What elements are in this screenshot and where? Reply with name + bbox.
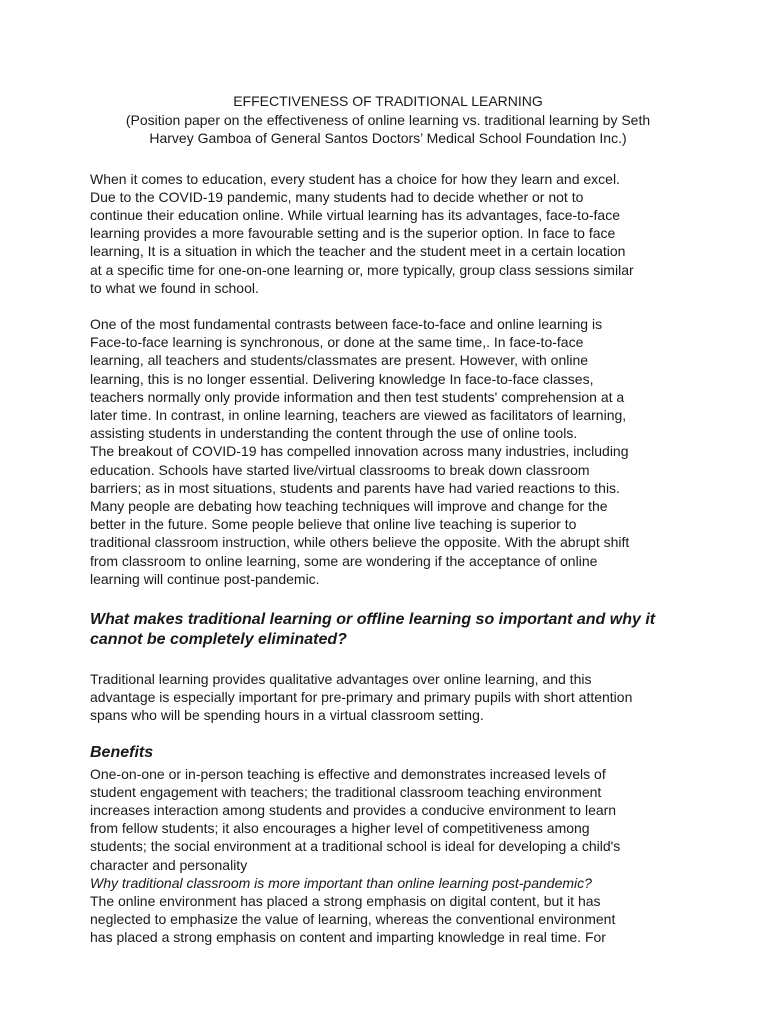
section-heading-importance: What makes traditional learning or offline learning so important and why it cannot be completely eliminated? [90, 610, 656, 648]
document-subtitle-line2: Harvey Gamboa of General Santos Doctors’ Medical School Foundation Inc.) [149, 130, 627, 146]
paragraph-online-environment: The online environment has placed a strong emphasis on digital content, but it has neglected to emphasize the value of learning, whereas the conventional environment has placed a strong emphasis on content and imparting knowledge in real time. For [90, 893, 616, 946]
paragraph-covid-breakout: The breakout of COVID-19 has compelled innovation across many industries, including education. Schools have started live/virtual classrooms to break down classroom barriers; as in most situations, students and parents have had varied reactions to this. Many people are debating how teaching techniques will improve and change for the better in the future. Some people believe that online live teaching is superior to traditional classroom instruction, while others believe the opposite. With the abrupt shift from classroom to online learning, some are wondering if the acceptance of online learning will continue post-pandemic. [90, 443, 630, 587]
paragraph-qualitative-advantages: Traditional learning provides qualitative advantages over online learning, and this advantage is especially important for pre-primary and primary pupils with short attention spans who will be spending hours in a virtual classroom setting. [90, 670, 633, 724]
paragraph-benefits: One-on-one or in-person teaching is effective and demonstrates increased levels of student engagement with teachers; the traditional classroom teaching environment increases interaction among students and provides a conducive environment to learn from fellow students; it also encourages a higher level of competitiveness among students; the social environment at a traditional school is ideal for developing a child's character and personality [90, 765, 621, 873]
paragraph-contrasts: One of the most fundamental contrasts between face-to-face and online learning is Face-to-face learning is synchronous, or done at the same time,. In face-to-face learning, all teachers and students/classmates are present. However, with online learning, this is no longer essential. Delivering knowledge In face-to-face classes, teachers normally only provide information and then test students' comprehension at a later time. In contrast, in online learning, teachers are viewed as facilitators of learning, assisting students in understanding the content through the use of online tools. [90, 315, 627, 442]
document-subtitle-line1: (Position paper on the effectiveness of online learning vs. traditional learning by Seth [125, 111, 651, 128]
section-gap [90, 588, 686, 610]
section-gap [90, 725, 686, 743]
italic-question: Why traditional classroom is more important than online learning post-pandemic? [90, 874, 592, 891]
document-page [90, 92, 686, 947]
paragraph-gap [90, 297, 686, 315]
paragraph-intro: When it comes to education, every student has a choice for how they learn and excel. Due to the COVID-19 pandemic, many students had to decide whether or not to continue their education online. While virtual learning has its advantages, face-to-face learning provides a more favourable setting and is the superior option. In face to face learning, It is a situation in which the teacher and the student meet in a certain location at a specific time for one-on-one learning or, more typically, group class sessions similar to what we found in school. [90, 170, 634, 296]
document-title: EFFECTIVENESS OF TRADITIONAL LEARNING [233, 93, 543, 109]
section-gap [90, 650, 686, 670]
title-block [90, 92, 686, 148]
section-heading-benefits: Benefits [90, 743, 154, 761]
